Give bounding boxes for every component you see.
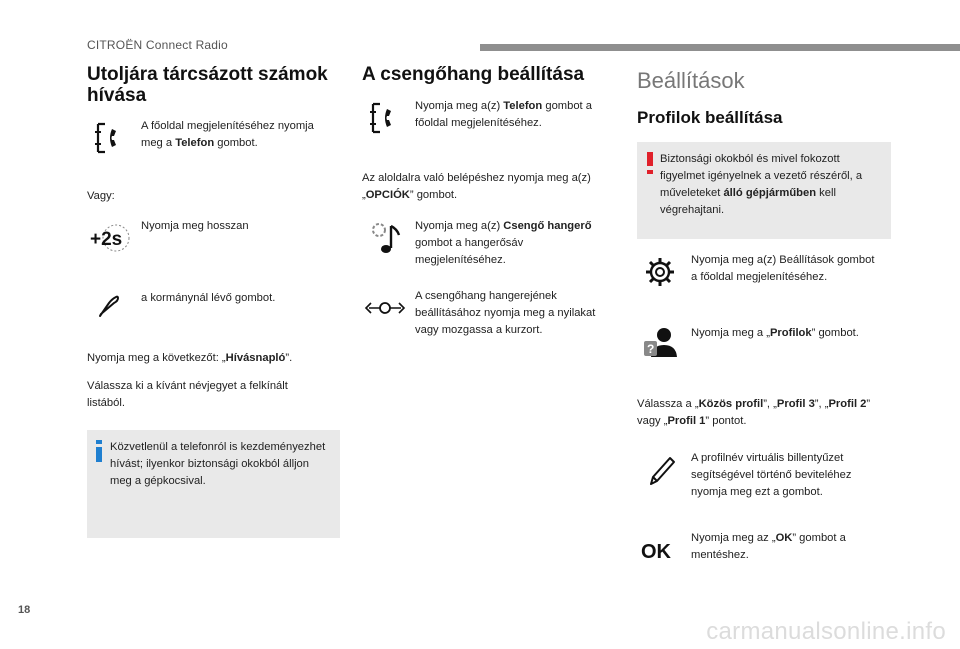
section-title-settings: Beállítások (637, 68, 745, 93)
step-settings-button (637, 252, 881, 292)
manual-header-title: CITROËN Connect Radio (87, 38, 228, 52)
svg-text:OK: OK (641, 541, 671, 562)
column-settings (637, 64, 889, 128)
step-profiles-button (637, 322, 881, 362)
pencil-icon (637, 450, 683, 490)
info-text: Közvetlenül a telefonról is kezdeményezhet hívást; ilyenkor biztonsági okokból álljon meg a gépkocsival. (110, 441, 326, 487)
page-number: 18 (18, 604, 31, 616)
column-ringtone (362, 64, 614, 85)
info-icon (96, 440, 102, 467)
section-title-recent-calls: Utoljára tárcsázott számok hívása (87, 64, 328, 106)
step-long-press-text: Nyomja meg hosszan (141, 220, 249, 232)
step-phone-text: A főoldal megjelenítéséhez nyomja meg a Telefon gombot. (141, 120, 314, 149)
volume-slider-icon (362, 288, 408, 328)
step-profile-name-text: A profilnév virtuális billentyűzet segítségével történő beviteléhez nyomja meg ezt a gombot. (691, 452, 852, 498)
section-title-ringtone: A csengőhang beállítása (362, 64, 585, 85)
warning-icon (647, 152, 653, 179)
warning-box (637, 142, 891, 239)
long-press-2s-icon (87, 218, 133, 258)
step-adjust-volume-text: A csengőhang hangerejének beállításához nyomja meg a nyilakat vagy mozgassa a kurzort. (415, 290, 596, 336)
subsection-title-profiles: Profilok beállítása (637, 108, 783, 127)
step-adjust-volume (362, 288, 613, 339)
options-text: Az aloldalra való belépéshez nyomja meg a(z) „OPCIÓK” gombot. (362, 172, 591, 201)
ok-icon (637, 530, 683, 570)
steering-button-icon (87, 284, 133, 324)
step-settings-text: Nyomja meg a(z) Beállítások gombot a főoldal megjelenítéséhez. (691, 254, 875, 283)
gear-icon (637, 252, 683, 292)
step-ring-volume (362, 218, 613, 269)
call-log-text: Nyomja meg a következőt: „Hívásnapló”. (87, 352, 293, 364)
select-profile-text: Válassza a „Közös profil”, „Profil 3”, „Profil 2” vagy „Profil 1” pontot. (637, 398, 871, 427)
step-ring-volume-text: Nyomja meg a(z) Csengő hangerő gombot a hangerősáv megjelenítéséhez. (415, 220, 592, 266)
phone-icon (87, 118, 133, 158)
step-ok-text: Nyomja meg az „OK” gombot a mentéshez. (691, 532, 846, 561)
svg-text:?: ? (647, 342, 655, 356)
warning-text: Biztonsági okokból és mivel fokozott figyelmet igényelnek a vezető részéről, a műveleteket álló gépjárműben kell végrehajtani. (660, 153, 863, 216)
profile-icon (637, 322, 683, 362)
step-long-press (87, 218, 336, 258)
ringtone-settings-icon (362, 218, 408, 258)
watermark: carmanualsonline.info (706, 618, 946, 645)
step-ok-button (637, 530, 881, 570)
info-box (87, 430, 340, 538)
step-phone-button (87, 118, 336, 158)
phone-icon (362, 98, 408, 138)
step-profiles-text: Nyomja meg a „Profilok” gombot. (691, 327, 859, 339)
select-contact-text: Válassza ki a kívánt névjegyet a felkínált listából. (87, 380, 288, 409)
step-steering-button (87, 284, 341, 324)
svg-text:+2s: +2s (90, 229, 123, 250)
header-bar (480, 44, 960, 51)
step-phone-text-2: Nyomja meg a(z) Telefon gombot a főoldal megjelenítéséhez. (415, 100, 592, 129)
step-phone-button-2 (362, 98, 613, 138)
step-steering-text: a kormánynál lévő gombot. (141, 292, 276, 304)
or-text: Vagy: (87, 190, 115, 202)
step-profile-name (637, 450, 881, 501)
column-recent-calls (87, 64, 339, 106)
